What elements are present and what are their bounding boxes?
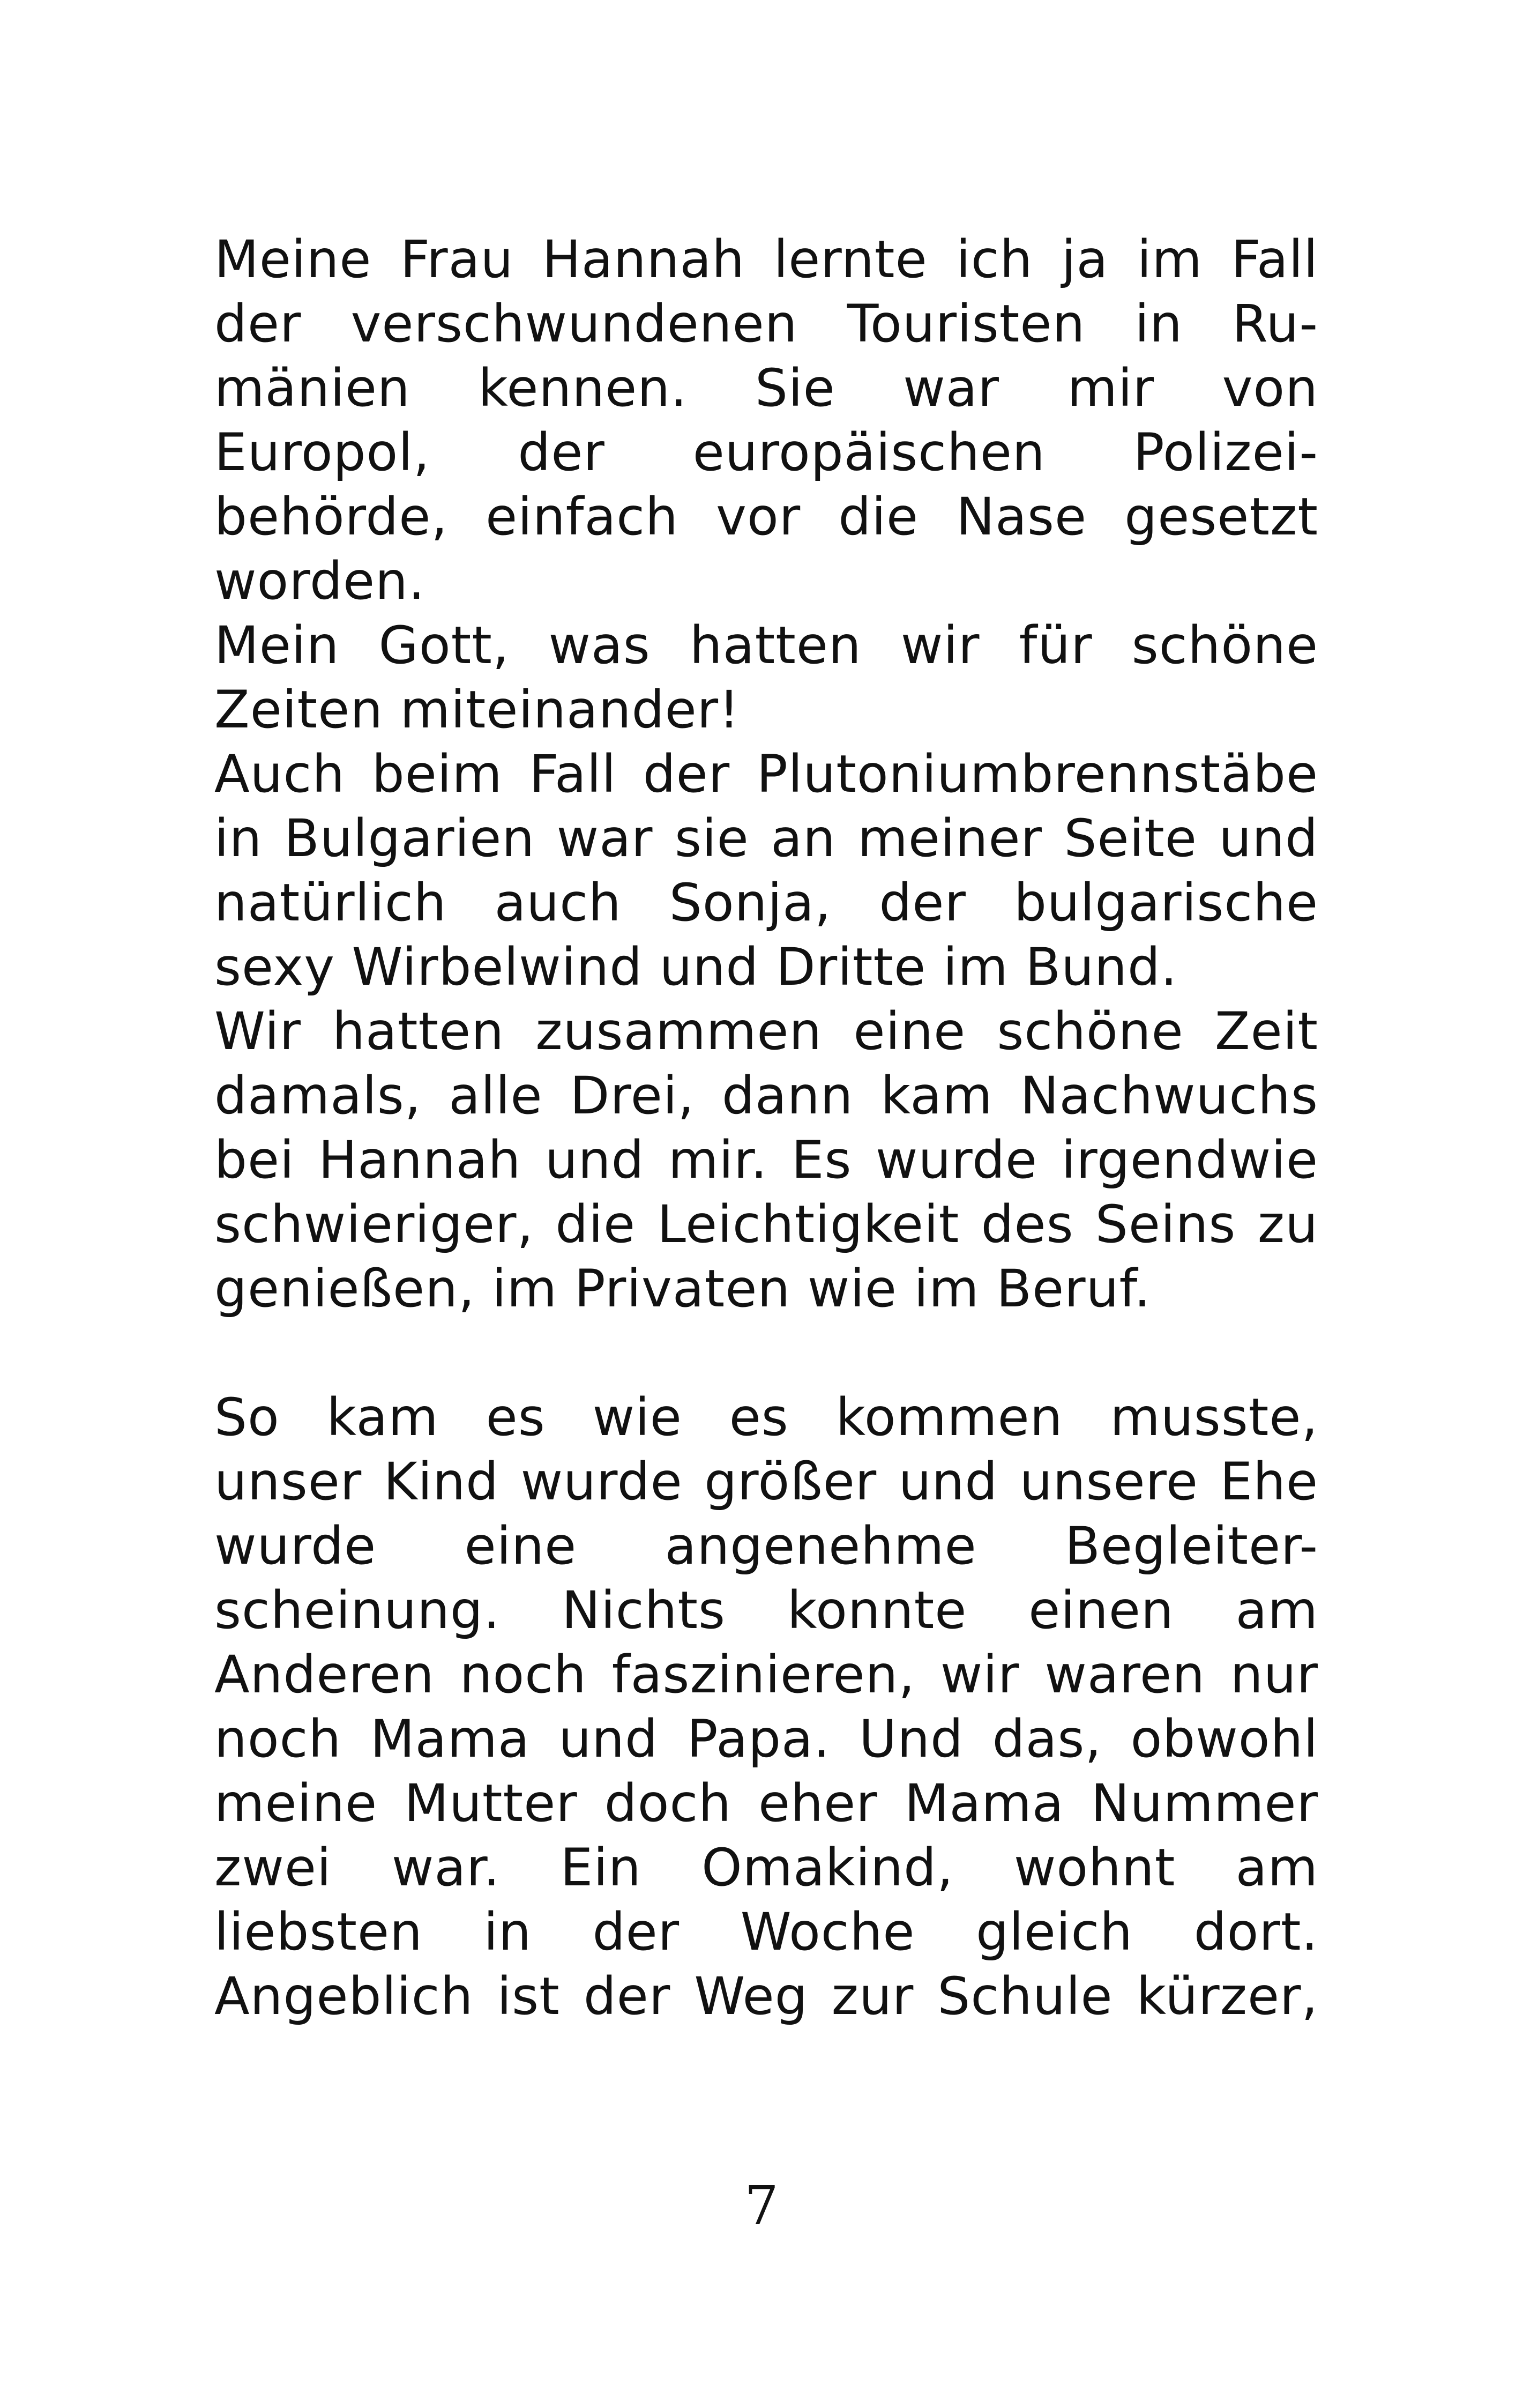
text-line: Meine Frau Hannah lernte ich ja im Fall xyxy=(214,229,1318,289)
paragraph-gap xyxy=(214,1321,1318,1385)
text-line: Europol, der europäischen Polizei- xyxy=(214,422,1318,482)
text-line: scheinung. Nichts konnte einen am xyxy=(214,1580,1318,1640)
text-line: Anderen noch faszinieren, wir waren nur xyxy=(214,1645,1318,1705)
text-line: der verschwundenen Touristen in Ru- xyxy=(214,294,1318,354)
text-line: sexy Wirbelwind und Dritte im Bund. xyxy=(214,937,1178,997)
paragraph xyxy=(214,613,1318,742)
text-line: Auch beim Fall der Plutoniumbrennstäbe xyxy=(214,744,1318,804)
text-line: schwieriger, die Leichtigkeit des Seins zu xyxy=(214,1194,1318,1254)
text-line: behörde, einfach vor die Nase gesetzt xyxy=(214,487,1318,547)
text-line: liebsten in der Woche gleich dort. xyxy=(214,1902,1318,1962)
body-text xyxy=(214,227,1318,2028)
text-line: wurde eine angenehme Begleiter- xyxy=(214,1516,1318,1576)
paragraph xyxy=(214,999,1318,1321)
text-line: zwei war. Ein Omakind, wohnt am xyxy=(214,1838,1318,1898)
page-number: 7 xyxy=(744,2174,779,2237)
paragraph xyxy=(214,227,1318,613)
text-line: Mein Gott, was hatten wir für schöne xyxy=(214,615,1318,675)
paragraph xyxy=(214,1385,1318,2028)
text-line: So kam es wie es kommen musste, xyxy=(214,1387,1318,1447)
text-line: meine Mutter doch eher Mama Nummer xyxy=(214,1773,1318,1833)
paragraph xyxy=(214,742,1318,999)
text-line: bei Hannah und mir. Es wurde irgendwie xyxy=(214,1130,1318,1190)
text-line: Wir hatten zusammen eine schöne Zeit xyxy=(214,1001,1318,1061)
text-line: Angeblich ist der Weg zur Schule kürzer, xyxy=(214,1966,1318,2026)
text-line: damals, alle Drei, dann kam Nachwuchs xyxy=(214,1066,1318,1126)
text-line: worden. xyxy=(214,551,425,611)
text-line: mänien kennen. Sie war mir von xyxy=(214,358,1318,418)
text-line: Zeiten miteinander! xyxy=(214,680,740,740)
text-line: unser Kind wurde größer und unsere Ehe xyxy=(214,1452,1318,1512)
text-line: genießen, im Privaten wie im Beruf. xyxy=(214,1259,1151,1319)
text-line: in Bulgarien war sie an meiner Seite und xyxy=(214,808,1318,868)
text-line: noch Mama und Papa. Und das, obwohl xyxy=(214,1709,1318,1769)
text-line: natürlich auch Sonja, der bulgarische xyxy=(214,873,1318,933)
